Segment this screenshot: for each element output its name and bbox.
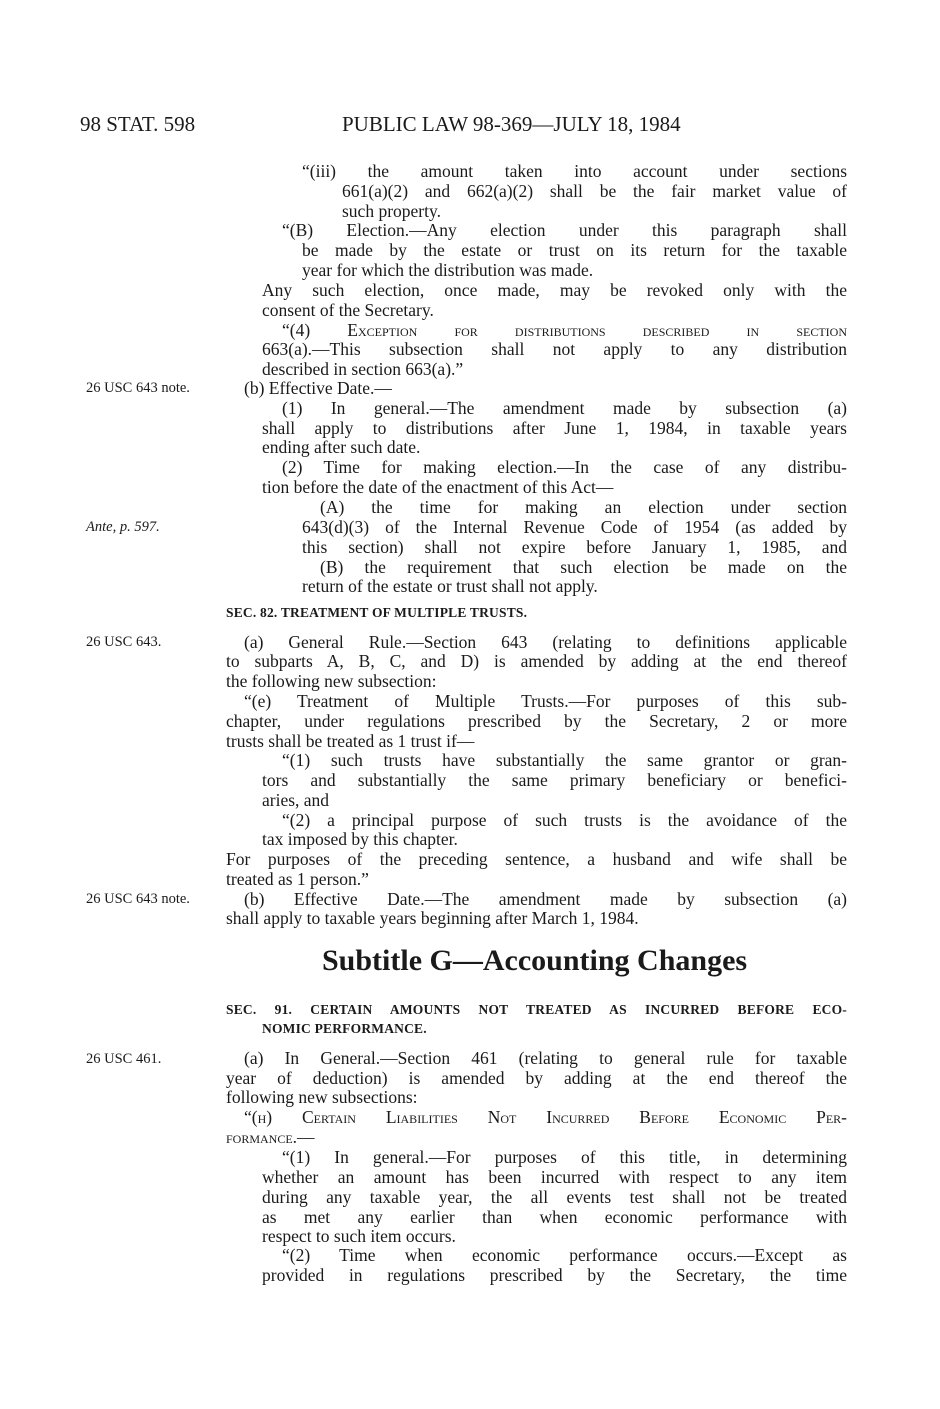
text-line: return of the estate or trust shall not apply. [302, 576, 598, 596]
text-line: “(2) Time when economic performance occurs.—Except as [282, 1245, 847, 1265]
text-line: the following new subsection: [226, 671, 437, 691]
text-line: formance.— [226, 1127, 315, 1147]
text-line: 663(a).—This subsection shall not apply to any distribution [262, 339, 847, 359]
text-line: (B) the requirement that such election be made on the [320, 557, 847, 577]
text-line: “(1) such trusts have substantially the same grantor or gran- [282, 750, 847, 770]
text-line: (a) In General.—Section 461 (relating to general rule for taxable [244, 1048, 847, 1068]
text-line: (a) General Rule.—Section 643 (relating to definitions applicable [244, 632, 847, 652]
text-line: (2) Time for making election.—In the case of any distribu- [282, 457, 847, 477]
stat-page-number: 98 STAT. 598 [80, 112, 196, 136]
text-line: consent of the Secretary. [262, 300, 434, 320]
section-heading: SEC. 82. TREATMENT OF MULTIPLE TRUSTS. [226, 605, 528, 620]
text-line: 643(d)(3) of the Internal Revenue Code of 1954 (as added by [302, 517, 847, 537]
text-line: such property. [342, 201, 441, 221]
text-line: (A) the time for making an election under section [320, 497, 847, 517]
text-line: For purposes of the preceding sentence, a husband and wife shall be [226, 849, 847, 869]
margin-note: Ante, p. 597. [86, 519, 160, 535]
text-line: shall apply to taxable years beginning after March 1, 1984. [226, 908, 639, 928]
margin-note: 26 USC 643 note. [86, 891, 190, 907]
section-heading: SEC. 91. CERTAIN AMOUNTS NOT TREATED AS INCURRED BEFORE ECO- [226, 1002, 847, 1017]
text-line: respect to such item occurs. [262, 1226, 456, 1246]
text-line: tion before the date of the enactment of this Act— [262, 477, 614, 497]
text-line: year for which the distribution was made. [302, 260, 594, 280]
text-line: “(2) a principal purpose of such trusts is the avoidance of the [282, 810, 847, 830]
text-line: provided in regulations prescribed by the Secretary, the time [262, 1265, 847, 1285]
running-header-title: PUBLIC LAW 98-369—JULY 18, 1984 [342, 112, 681, 136]
text-line: Any such election, once made, may be revoked only with the [262, 280, 847, 300]
text-line: tors and substantially the same primary beneficiary or benefici- [262, 770, 847, 790]
text-line: “(e) Treatment of Multiple Trusts.—For purposes of this sub- [244, 691, 847, 711]
section-heading: NOMIC PERFORMANCE. [262, 1021, 427, 1036]
text-line: “(iii) the amount taken into account under sections [302, 161, 847, 181]
margin-note: 26 USC 643 note. [86, 380, 190, 396]
margin-note: 26 USC 461. [86, 1051, 162, 1067]
text-line: tax imposed by this chapter. [262, 829, 458, 849]
text-line: (1) In general.—The amendment made by subsection (a) [282, 398, 847, 418]
text-line: “(h) Certain Liabilities Not Incurred Before Economic Per- [244, 1107, 847, 1127]
text-line: chapter, under regulations prescribed by the Secretary, 2 or more [226, 711, 847, 731]
text-line: “(1) In general.—For purposes of this title, in determining [282, 1147, 847, 1167]
text-line: described in section 663(a).” [262, 359, 464, 379]
text-line: following new subsections: [226, 1087, 418, 1107]
text-line: “(4) Exception for distributions described in section [282, 320, 847, 340]
margin-note: 26 USC 643. [86, 634, 162, 650]
text-line: “(B) Election.—Any election under this paragraph shall [282, 220, 847, 240]
text-line: be made by the estate or trust on its return for the taxable [302, 240, 847, 260]
subtitle-heading: Subtitle G—Accounting Changes [322, 944, 748, 977]
text-line: treated as 1 person.” [226, 869, 369, 889]
text-line: year of deduction) is amended by adding at the end thereof the [226, 1068, 847, 1088]
text-line: shall apply to distributions after June 1, 1984, in taxable years [262, 418, 847, 438]
text-line: ending after such date. [262, 437, 421, 457]
text-line: to subparts A, B, C, and D) is amended by adding at the end thereof [226, 651, 847, 671]
text-line: whether an amount has been incurred with respect to any item [262, 1167, 847, 1187]
text-line: (b) Effective Date.— [244, 378, 392, 398]
text-line: as met any earlier than when economic performance with [262, 1207, 847, 1227]
text-line: this section) shall not expire before January 1, 1985, and [302, 537, 847, 557]
text-line: aries, and [262, 790, 330, 810]
text-line: during any taxable year, the all events test shall not be treated [262, 1187, 847, 1207]
text-line: trusts shall be treated as 1 trust if— [226, 731, 475, 751]
text-line: (b) Effective Date.—The amendment made by subsection (a) [244, 889, 847, 909]
text-line: 661(a)(2) and 662(a)(2) shall be the fair market value of [342, 181, 847, 201]
